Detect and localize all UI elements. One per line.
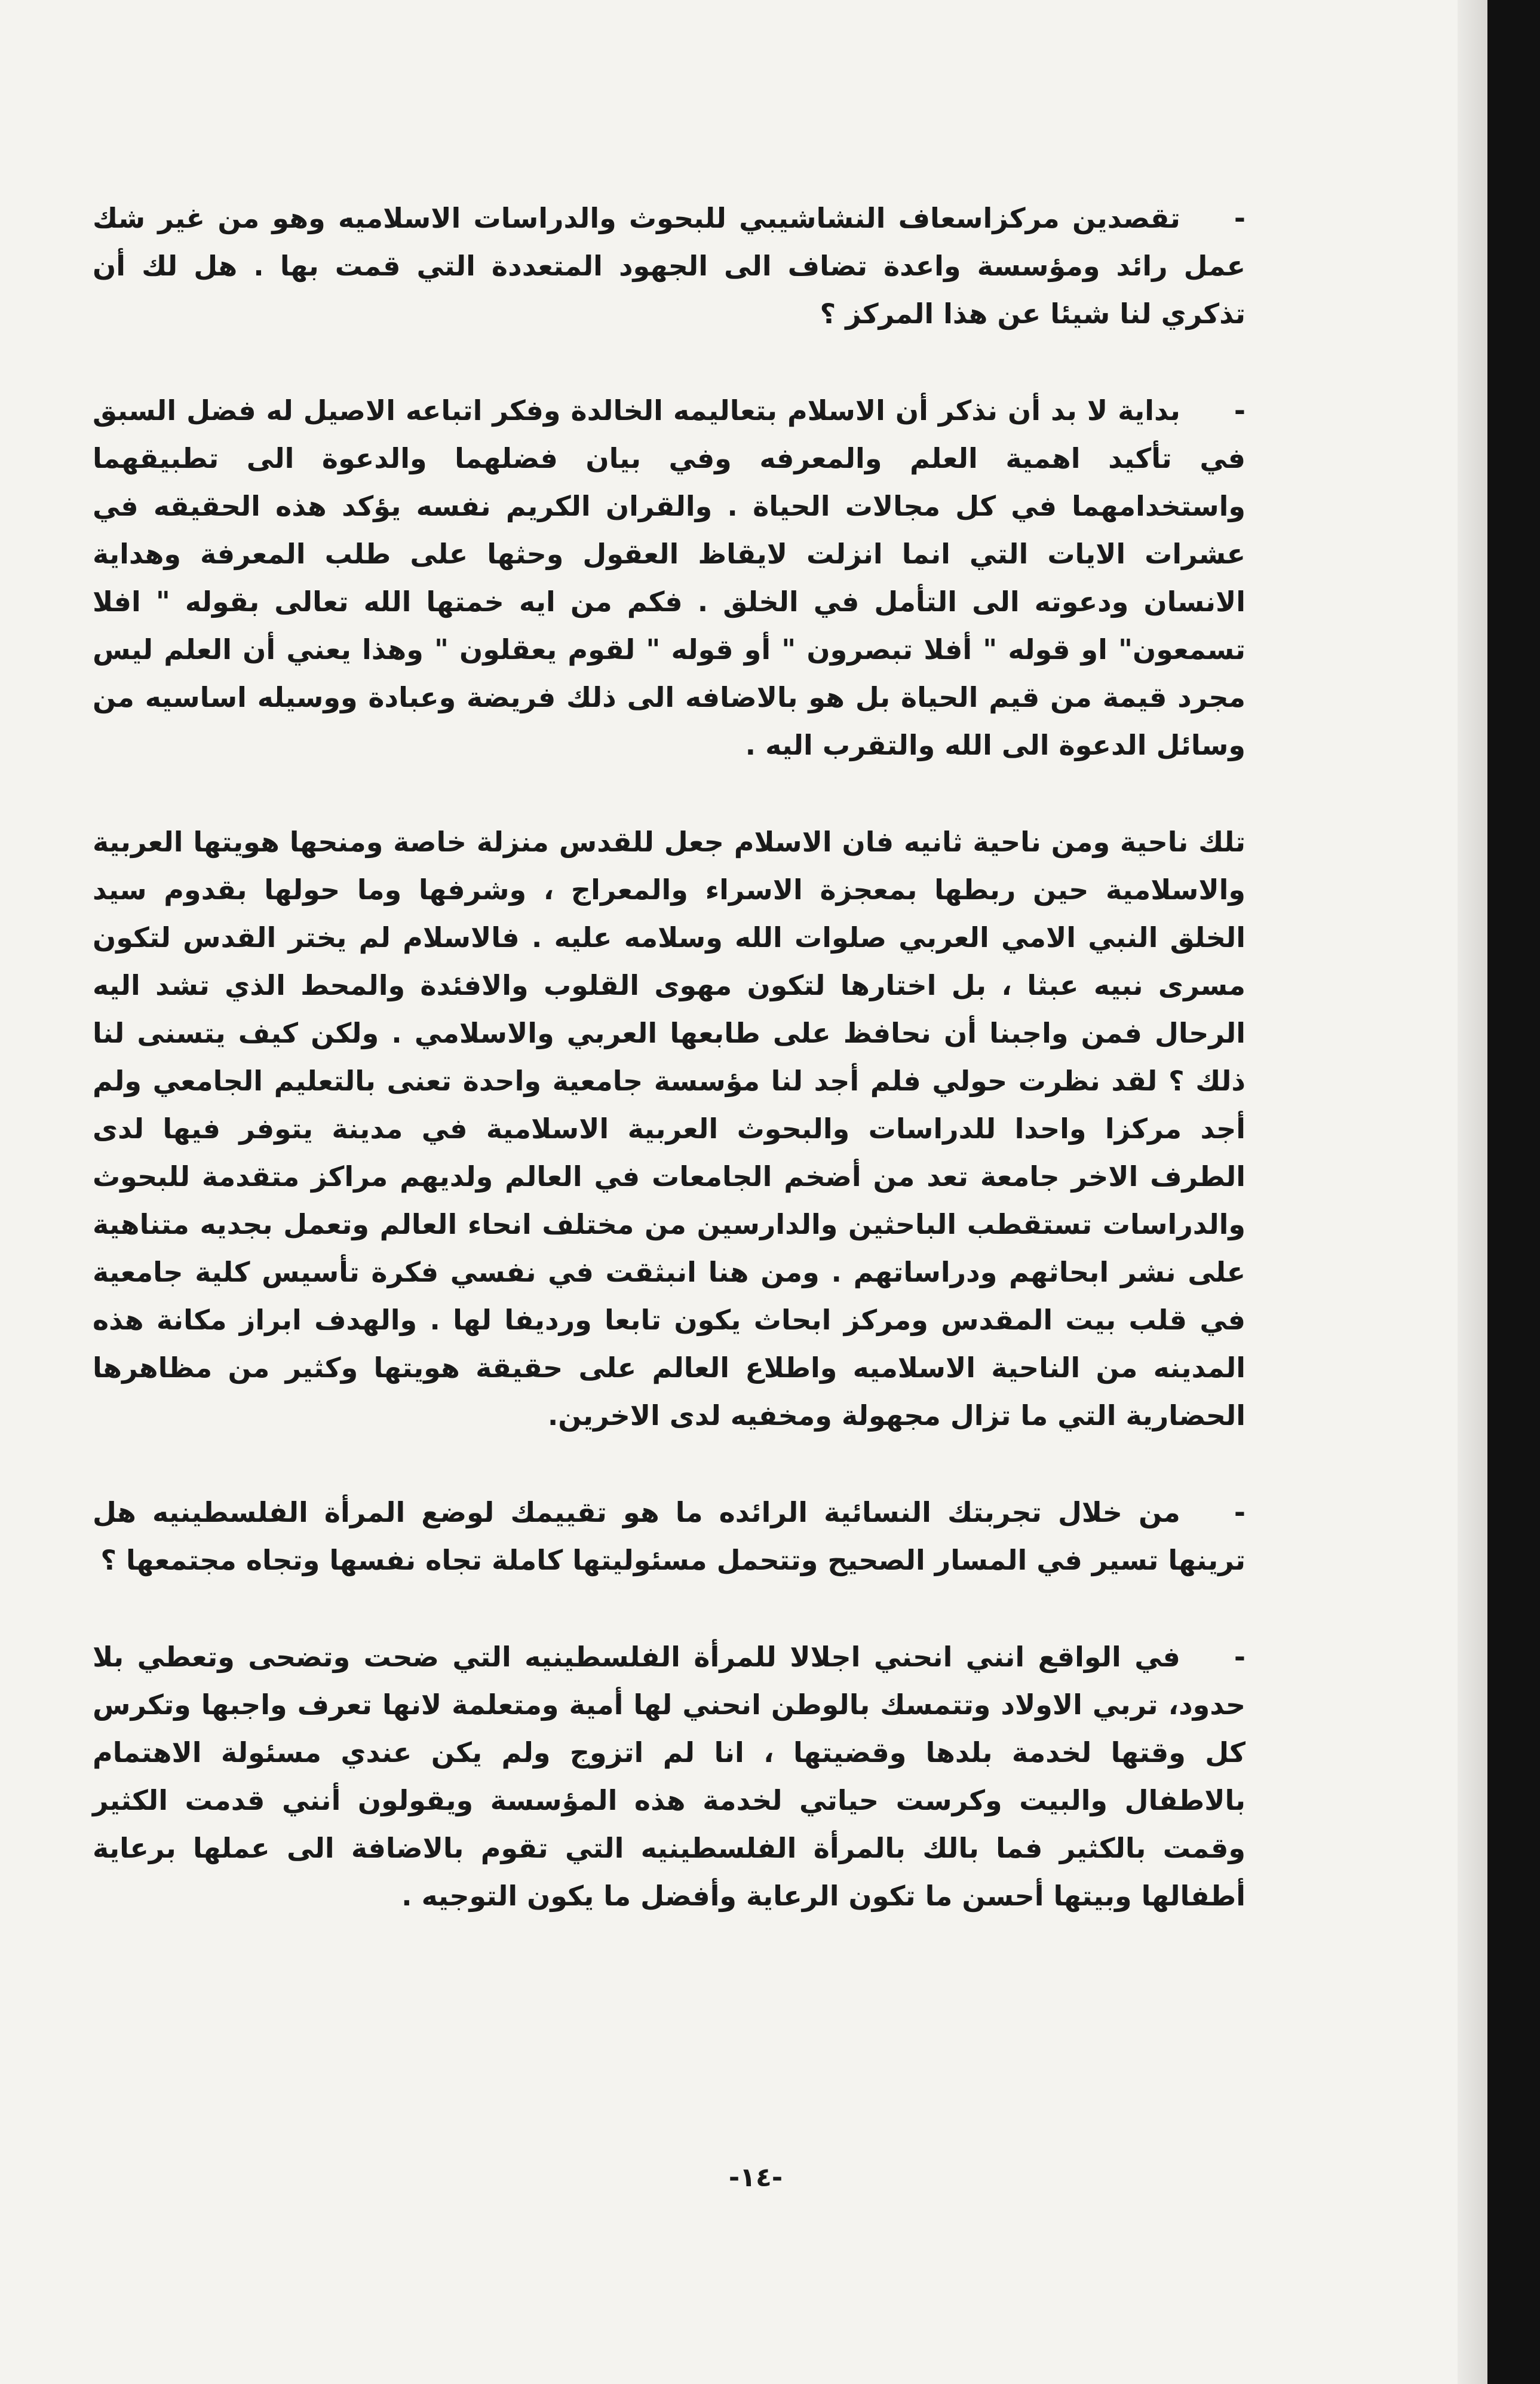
paragraph-answer-1 [93, 387, 1246, 769]
page-edge [1458, 0, 1487, 2384]
paragraph-dash: - [1234, 1496, 1246, 1528]
paragraph-dash: - [1234, 1641, 1246, 1673]
page-number: -١٤- [728, 2162, 783, 2193]
paragraph-text: تقصدين مركزاسعاف النشاشيبي للبحوث والدراسات الاسلاميه وهو من غير شك عمل رائد ومؤسسة واعدة تضاف الى الجهود المتعددة التي قمت بها . هل لك أن تذكري لنا شيئا عن هذا المركز ؟ [93, 202, 1246, 330]
paragraph-dash: - [1234, 202, 1246, 234]
paragraph-question-2 [93, 1488, 1246, 1584]
paragraph-text: من خلال تجربتك النسائية الرائده ما هو تقييمك لوضع المرأة الفلسطينيه هل ترينها تسير في المسار الصحيح وتتحمل مسئوليتها كاملة تجاه نفسها وتجاه مجتمعها ؟ [93, 1496, 1246, 1576]
paragraph-answer-1-continued [93, 818, 1246, 1439]
paragraph-question-1 [93, 194, 1246, 338]
paragraph-text: في الواقع انني انحني اجلالا للمرأة الفلسطينيه التي ضحت وتضحى وتعطي بلا حدود، تربي الاولاد وتتمسك بالوطن انحني لها أمية ومتعلمة لانها تعرف واجبها وتكرس كل وقتها لخدمة بلدها وقضيتها ، انا لم اتزوج ولم يكن عندي مسئولة الاهتمام بالاطفال والبيت وكرست حياتي لخدمة هذه المؤسسة ويقولون أنني قدمت الكثير وقمت بالكثير فما بالك بالمرأة الفلسطينيه التي تقوم بالاضافة الى عملها برعاية أطفالها وبيتها أحسن ما تكون الرعاية وأفضل ما يكون التوجيه . [93, 1641, 1246, 1912]
paragraph-text: بداية لا بد أن نذكر أن الاسلام بتعاليمه الخالدة وفكر اتباعه الاصيل له فضل السبق في تأكيد اهمية العلم والمعرفه وفي بيان فضلهما والدعوة الى تطبيقهما واستخدامهما في كل مجالات الحياة . والقران الكريم نفسه يؤكد هذه الحقيقه في عشرات الايات التي انما انزلت لايقاظ العقول وحثها على طلب المعرفة وهداية الانسان ودعوته الى التأمل في الخلق . فكم من ايه خمتها الله تعالى بقوله " افلا تسمعون" او قوله " أفلا تبصرون " أو قوله " لقوم يعقلون " وهذا يعني أن العلم ليس مجرد قيمة من قيم الحياة بل هو بالاضافه الى ذلك فريضة وعبادة ووسيله اساسيه من وسائل الدعوة الى الله والتقرب اليه . [93, 394, 1246, 761]
body-text [93, 194, 1246, 1920]
paragraph-dash: - [1234, 394, 1246, 427]
paragraph-text: تلك ناحية ومن ناحية ثانيه فان الاسلام جعل للقدس منزلة خاصة ومنحها هويتها العربية والاسلامية حين ربطها بمعجزة الاسراء والمعراج ، وشرفها وما حولها بقدوم سيد الخلق النبي الامي العربي صلوات الله وسلامه عليه . فالاسلام لم يختر القدس لتكون مسرى نبيه عبثا ، بل اختارها لتكون مهوى القلوب والافئدة والمحط الذي تشد اليه الرحال فمن واجبنا أن نحافظ على طابعها العربي والاسلامي . ولكن كيف يتسنى لنا ذلك ؟ لقد نظرت حولي فلم أجد لنا مؤسسة جامعية واحدة تعنى بالتعليم الجامعي ولم أجد مركزا واحدا للدراسات والبحوث العربية الاسلامية في مدينة يتوفر فيها لدى الطرف الاخر جامعة تعد من أضخم الجامعات في العالم ولديهم مراكز متقدمة للبحوث والدراسات تستقطب الباحثين والدارسين من مختلف انحاء العالم وتعمل بجديه متناهية على نشر ابحاثهم ودراساتهم . ومن هنا انبثقت في نفسي فكرة تأسيس كلية جامعية في قلب بيت المقدس ومركز ابحاث يكون تابعا ورديفا لها . والهدف ابراز مكانة هذه المدينه من الناحية الاسلاميه واطلاع العالم على حقيقة هويتها وكثير من مظاهرها الحضارية التي ما تزال مجهولة ومخفيه لدى الاخرين. [93, 826, 1246, 1432]
paragraph-answer-2 [93, 1633, 1246, 1920]
